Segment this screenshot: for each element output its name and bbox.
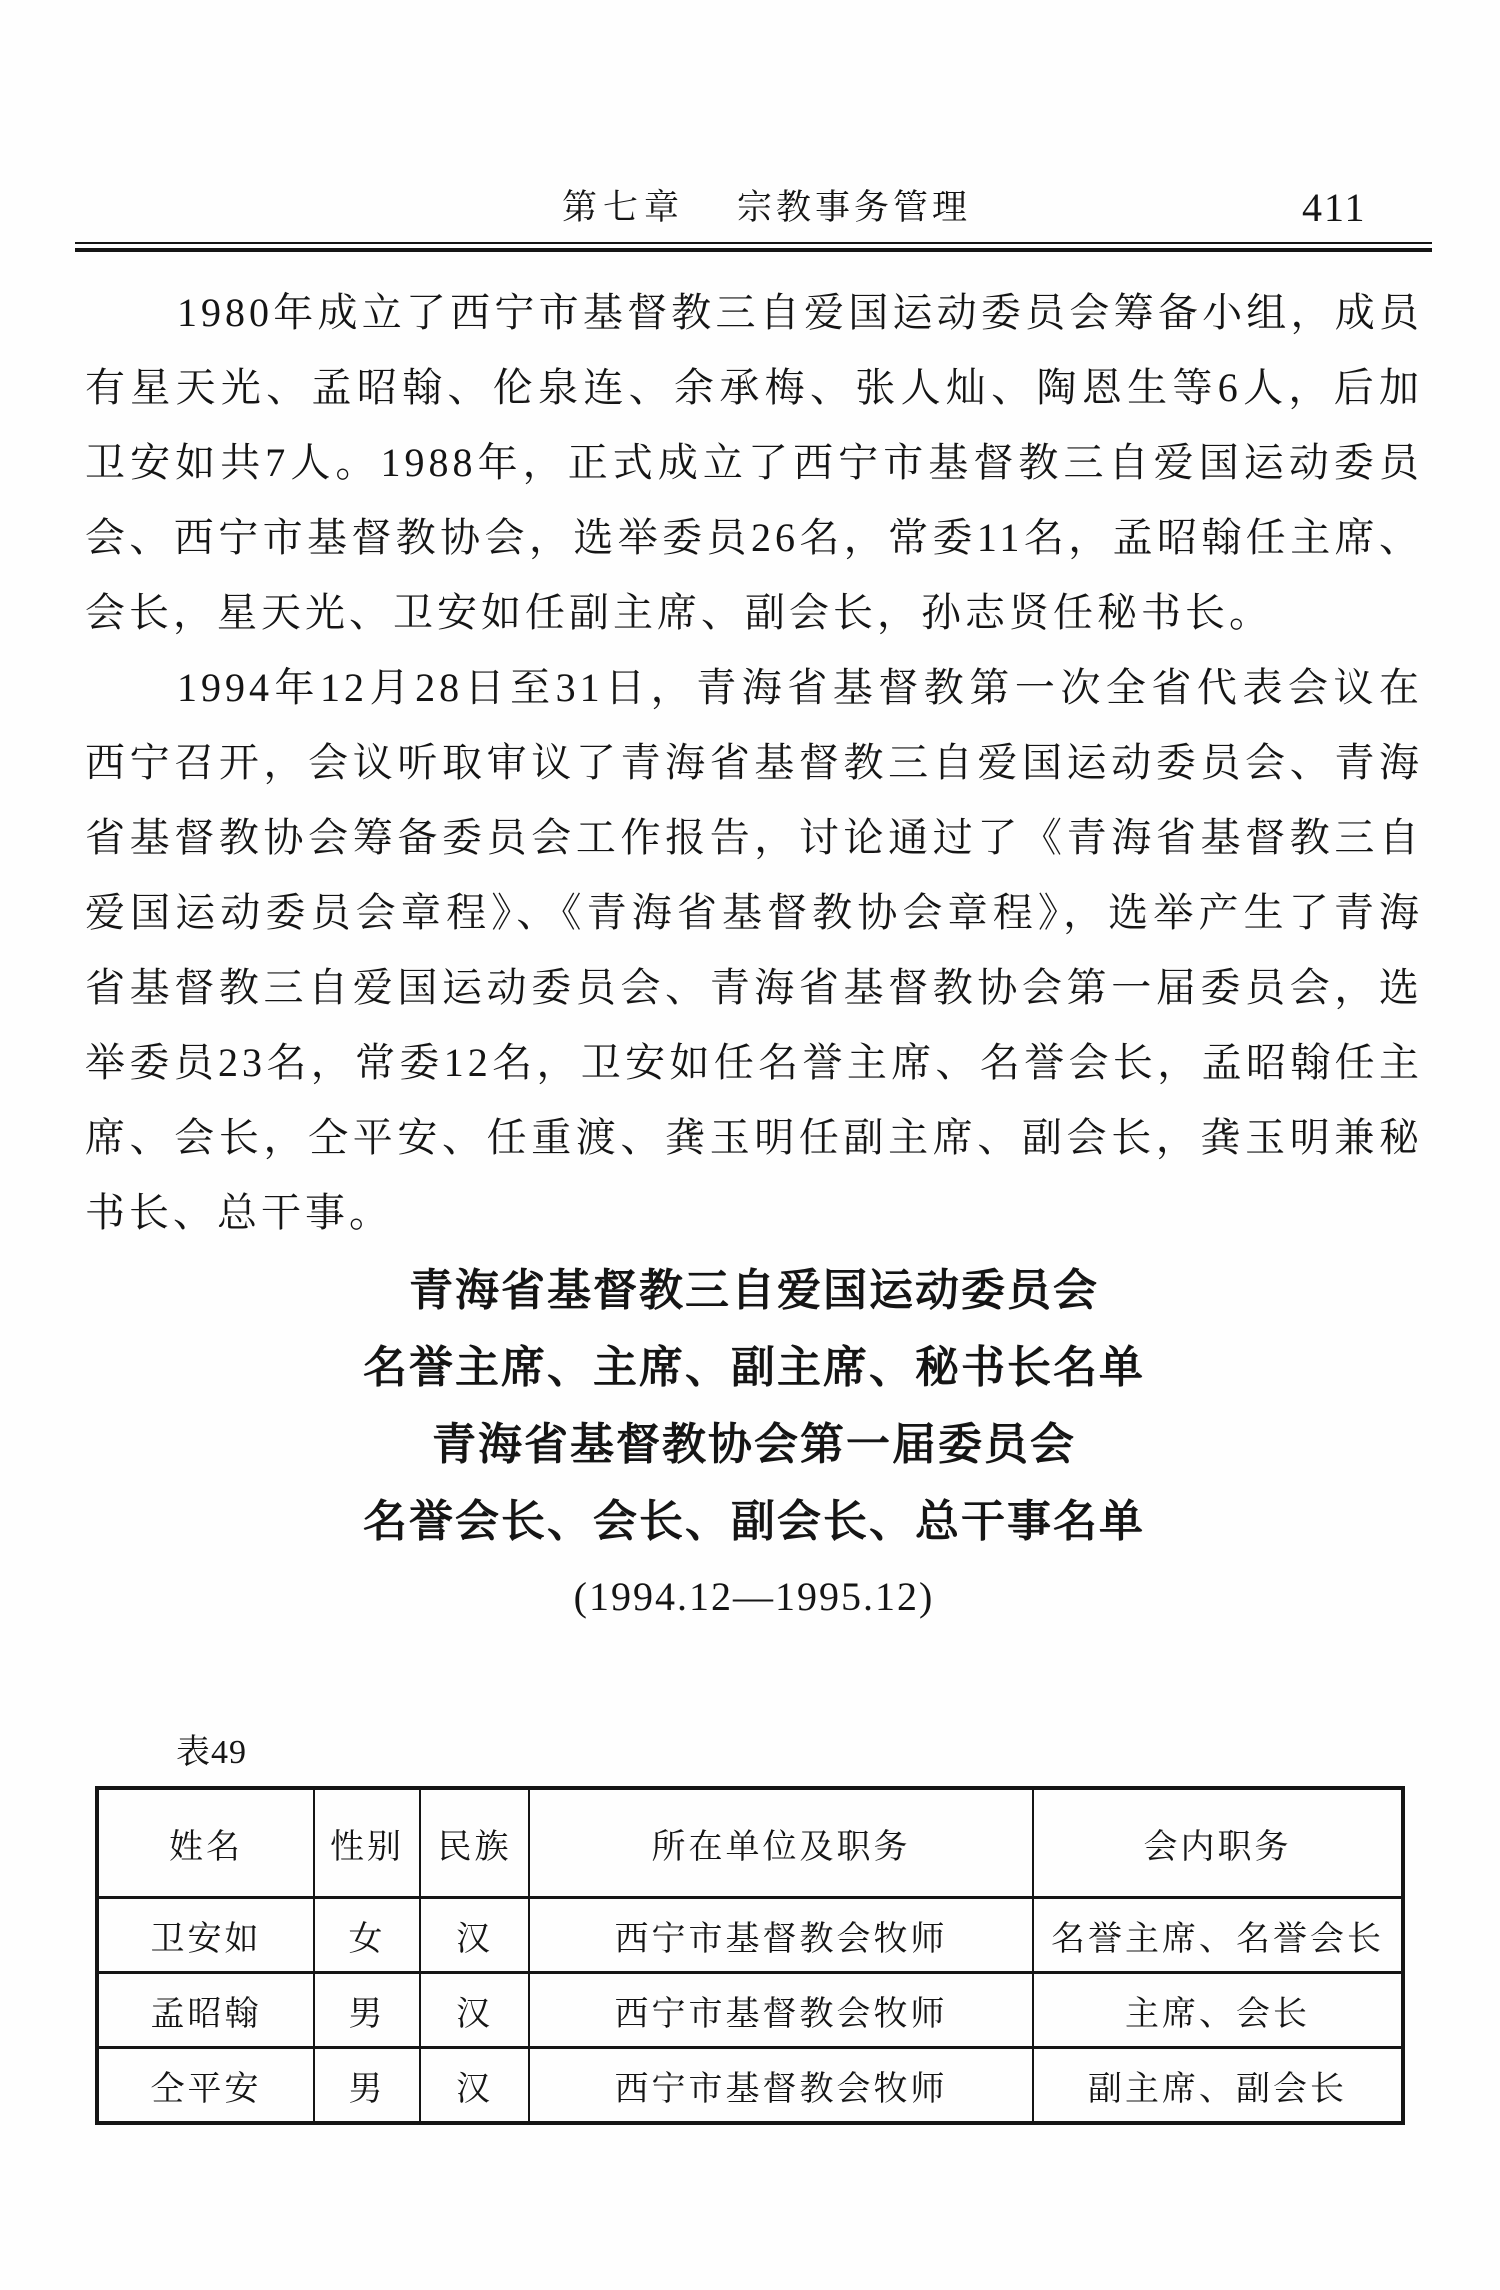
- term-date-range: (1994.12—1995.12): [573, 1574, 935, 1619]
- header-double-rule: [75, 242, 1432, 252]
- table-row: [97, 1973, 1403, 2048]
- cell-association-post: 名誉主席、名誉会长: [1033, 1898, 1403, 1973]
- cell-work-unit: 西宁市基督教会牧师: [529, 2048, 1033, 2124]
- paragraph-1: 1980年成立了西宁市基督教三自爱国运动委员会筹备小组，成员有星天光、孟昭翰、伦泉连、余承梅、张人灿、陶恩生等6人，后加卫安如共7人。1988年，正式成立了西宁市基督教三自爱国运动委员会、西宁市基督教协会，选举委员26名，常委11名，孟昭翰任主席、会长，星天光、卫安如任副主席、副会长，孙志贤任秘书长。: [85, 290, 1423, 635]
- cell-ethnicity: 汉: [420, 2048, 529, 2124]
- heading-roster-2: 名誉会长、会长、副会长、总干事名单: [363, 1497, 1145, 1546]
- running-head: [0, 186, 1500, 230]
- table-row: [97, 1898, 1403, 1973]
- heading-roster-1: 名誉主席、主席、副主席、秘书长名单: [363, 1343, 1145, 1392]
- cell-gender: 男: [314, 1973, 420, 2048]
- table-row: [97, 2048, 1403, 2124]
- cell-association-post: 副主席、副会长: [1033, 2048, 1403, 2124]
- table-header-row: [97, 1788, 1403, 1898]
- heading-committee-2: 青海省基督教协会第一届委员会: [432, 1420, 1076, 1469]
- heading-committee-1: 青海省基督教三自爱国运动委员会: [409, 1266, 1099, 1315]
- col-header-ethnicity: 民族: [420, 1788, 529, 1898]
- body-text: [85, 275, 1423, 1634]
- cell-name: 卫安如: [97, 1898, 314, 1973]
- cell-work-unit: 西宁市基督教会牧师: [529, 1973, 1033, 2048]
- cell-gender: 男: [314, 2048, 420, 2124]
- col-header-gender: 性别: [314, 1788, 420, 1898]
- col-header-association-post: 会内职务: [1033, 1788, 1403, 1898]
- chapter-title: 宗教事务管理: [737, 188, 972, 227]
- cell-association-post: 主席、会长: [1033, 1973, 1403, 2048]
- chapter-number: 第七章: [562, 188, 686, 227]
- cell-name: 孟昭翰: [97, 1973, 314, 2048]
- cell-gender: 女: [314, 1898, 420, 1973]
- cell-work-unit: 西宁市基督教会牧师: [529, 1898, 1033, 1973]
- roster-table: [95, 1786, 1405, 2125]
- table-label: 表49: [176, 1734, 247, 1771]
- cell-ethnicity: 汉: [420, 1898, 529, 1973]
- cell-name: 仝平安: [97, 2048, 314, 2124]
- col-header-work-unit: 所在单位及职务: [529, 1788, 1033, 1898]
- list-headings: [85, 1252, 1423, 1560]
- col-header-name: 姓名: [97, 1788, 314, 1898]
- cell-ethnicity: 汉: [420, 1973, 529, 2048]
- paragraph-2: 1994年12月28日至31日，青海省基督教第一次全省代表会议在西宁召开，会议听取审议了青海省基督教三自爱国运动委员会、青海省基督教协会筹备委员会工作报告，讨论通过了《青海省基督教三自爱国运动委员会章程》、《青海省基督教协会章程》，选举产生了青海省基督教三自爱国运动委员会、青海省基督教协会第一届委员会，选举委员23名，常委12名，卫安如任名誉主席、名誉会长，孟昭翰任主席、会长，仝平安、任重渡、龚玉明任副主席、副会长，龚玉明兼秘书长、总干事。: [85, 665, 1423, 1235]
- page-number: 411: [1302, 185, 1367, 230]
